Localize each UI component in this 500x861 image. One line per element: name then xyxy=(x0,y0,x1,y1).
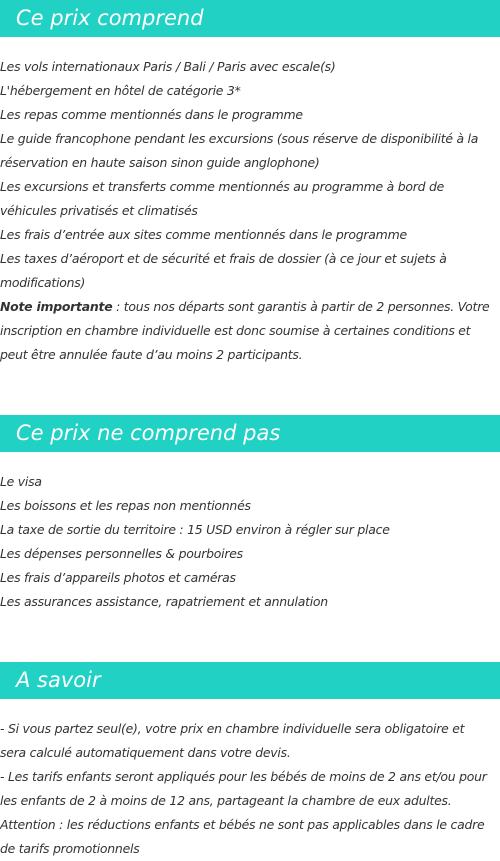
includes-list xyxy=(0,55,500,367)
excludes-line: Les assurances assistance, rapatriement et annulation xyxy=(0,594,328,609)
note-label: Note importante xyxy=(0,299,113,314)
info-line: - Si vous partez seul(e), votre prix en chambre individuelle sera obligatoire et xyxy=(0,721,465,736)
info-line: - Les tarifs enfants seront appliqués pour les bébés de moins de 2 ans et/ou pour xyxy=(0,769,487,784)
includes-line: Les repas comme mentionnés dans le programme xyxy=(0,107,303,122)
excludes-line: Les dépenses personnelles & pourboires xyxy=(0,546,243,561)
note-first-line xyxy=(0,295,498,319)
note-line: inscription en chambre individuelle est donc soumise à certaines conditions et xyxy=(0,323,471,338)
includes-line: réservation en haute saison sinon guide anglophone) xyxy=(0,155,320,170)
includes-line: L'hébergement en hôtel de catégorie 3* xyxy=(0,83,241,98)
info-line: Attention : les réductions enfants et bébés ne sont pas applicables dans le cadre xyxy=(0,817,485,832)
includes-line: Les taxes d’aéroport et de sécurité et frais de dossier (à ce jour et sujets à xyxy=(0,251,447,266)
excludes-line: Les frais d’appareils photos et caméras xyxy=(0,570,236,585)
includes-line: Les excursions et transferts comme mentionnés au programme à bord de xyxy=(0,179,445,194)
excludes-line: La taxe de sortie du territoire : 15 USD environ à régler sur place xyxy=(0,522,390,537)
info-line: de tarifs promotionnels xyxy=(0,841,140,856)
excludes-line: Les boissons et les repas non mentionnés xyxy=(0,498,251,513)
note-line: peut être annulée faute d’au moins 2 participants. xyxy=(0,347,303,362)
info-line: sera calculé automatiquement dans votre devis. xyxy=(0,745,291,760)
includes-line: Les vols internationaux Paris / Bali / Paris avec escale(s) xyxy=(0,59,336,74)
includes-line: Le guide francophone pendant les excursions (sous réserve de disponibilité à la xyxy=(0,131,479,146)
info-section xyxy=(0,662,500,861)
includes-section xyxy=(0,0,500,367)
info-list xyxy=(0,717,500,861)
includes-heading: Ce prix comprend xyxy=(0,0,500,37)
info-line: les enfants de 2 à moins de 12 ans, partageant la chambre de eux adultes. xyxy=(0,793,452,808)
includes-line: modifications) xyxy=(0,275,86,290)
excludes-list xyxy=(0,470,500,614)
excludes-line: Le visa xyxy=(0,474,42,489)
excludes-heading: Ce prix ne comprend pas xyxy=(0,415,500,452)
includes-line: Les frais d’entrée aux sites comme mentionnés dans le programme xyxy=(0,227,407,242)
info-heading: A savoir xyxy=(0,662,500,699)
includes-line: véhicules privatisés et climatisés xyxy=(0,203,198,218)
note-text: : tous nos départs sont garantis à partir de 2 personnes. Votre xyxy=(112,299,490,314)
excludes-section xyxy=(0,415,500,614)
